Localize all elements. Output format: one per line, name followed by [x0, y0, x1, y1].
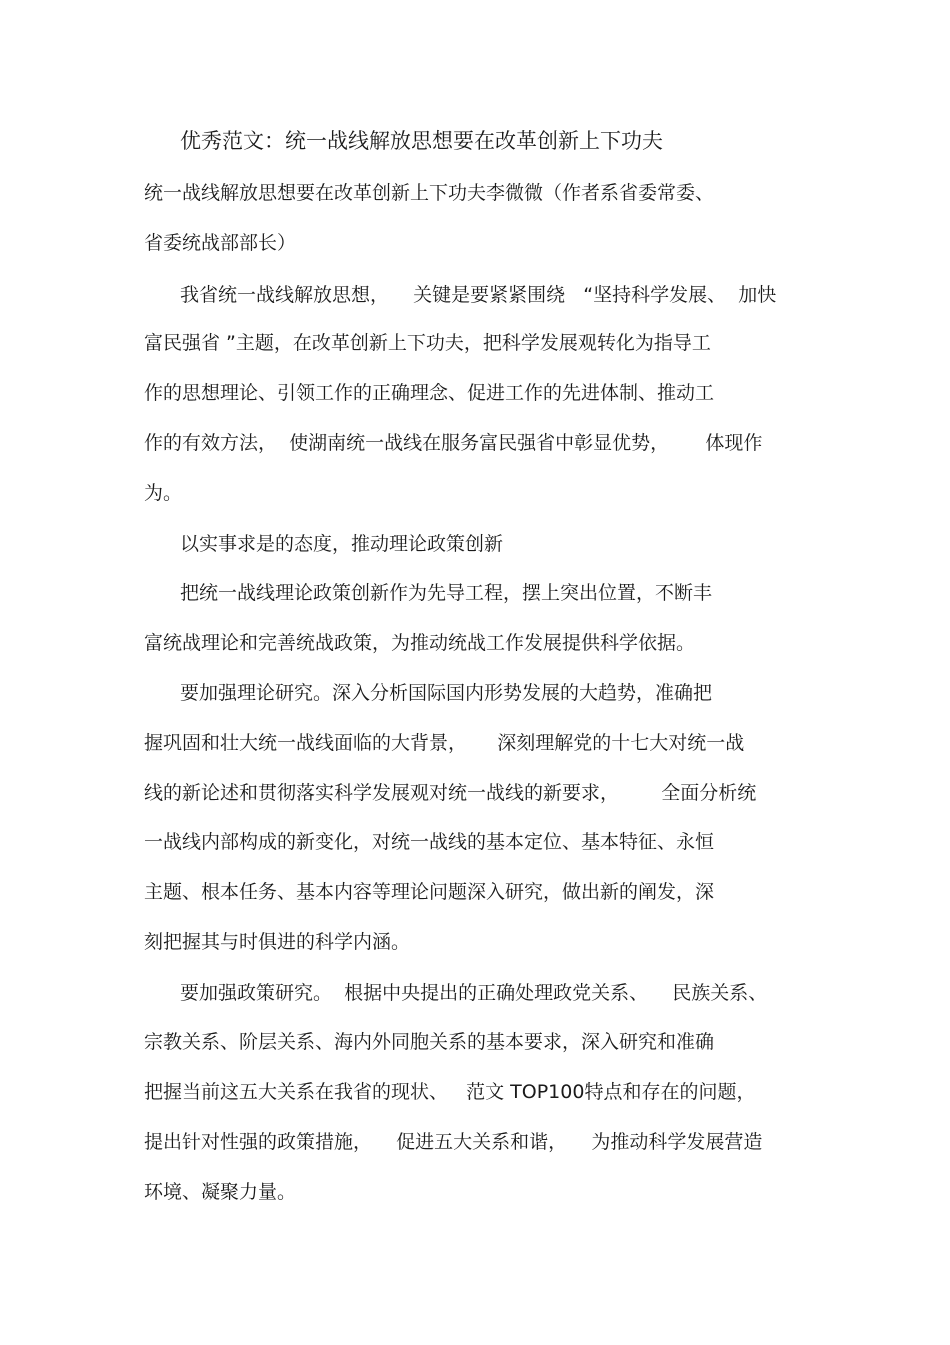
paragraph-line: 富民强省 ”主题，在改革创新上下功夫，把科学发展观转化为指导工 — [144, 332, 711, 354]
paragraph-line: 富统战理论和完善统战政策，为推动统战工作发展提供科学依据。 — [144, 632, 696, 654]
paragraph-line: 一战线内部构成的新变化，对统一战线的基本定位、基本特征、永恒 — [144, 831, 715, 853]
paragraph-line: 环境、凝聚力量。 — [144, 1181, 297, 1203]
subtitle-line: 省委统战部部长） — [144, 232, 297, 254]
paragraph-line: 把统一战线理论政策创新作为先导工程，摆上突出位置，不断丰 — [180, 582, 713, 604]
subtitle-line: 统一战线解放思想要在改革创新上下功夫李微微（作者系省委常委、 — [144, 182, 715, 204]
paragraph-line: 刻把握其与时俱进的科学内涵。 — [144, 931, 411, 953]
paragraph-line: 宗教关系、阶层关系、海内外同胞关系的基本要求，深入研究和准确 — [144, 1031, 715, 1053]
paragraph-line: 握巩固和壮大统一战线面临的大背景， 深刻理解党的十七大对统一战 — [144, 732, 745, 754]
paragraph-line: 要加强政策研究。 根据中央提出的正确处理政党关系、 民族关系、 — [180, 982, 768, 1004]
paragraph-line: 要加强理论研究。深入分析国际国内形势发展的大趋势，准确把 — [180, 682, 713, 704]
paragraph-line: 把握当前这五大关系在我省的现状、 范文 TOP100特点和存在的问题， — [144, 1081, 756, 1103]
document-title: 优秀范文：统一战线解放思想要在改革创新上下功夫 — [180, 129, 663, 153]
paragraph-line: 我省统一战线解放思想， 关键是要紧紧围绕 “坚持科学发展、 加快 — [180, 284, 777, 306]
paragraph-line: 为。 — [144, 482, 183, 504]
paragraph-line: 作的思想理论、引领工作的正确理念、促进工作的先进体制、推动工 — [144, 382, 715, 404]
section-heading: 以实事求是的态度，推动理论政策创新 — [180, 533, 504, 555]
paragraph-line: 作的有效方法， 使湖南统一战线在服务富民强省中彰显优势， 体现作 — [144, 432, 763, 454]
paragraph-line: 主题、根本任务、基本内容等理论问题深入研究，做出新的阐发，深 — [144, 881, 715, 903]
paragraph-line: 线的新论述和贯彻落实科学发展观对统一战线的新要求， 全面分析统 — [144, 782, 757, 804]
paragraph-line: 提出针对性强的政策措施， 促进五大关系和谐， 为推动科学发展营造 — [144, 1131, 763, 1153]
